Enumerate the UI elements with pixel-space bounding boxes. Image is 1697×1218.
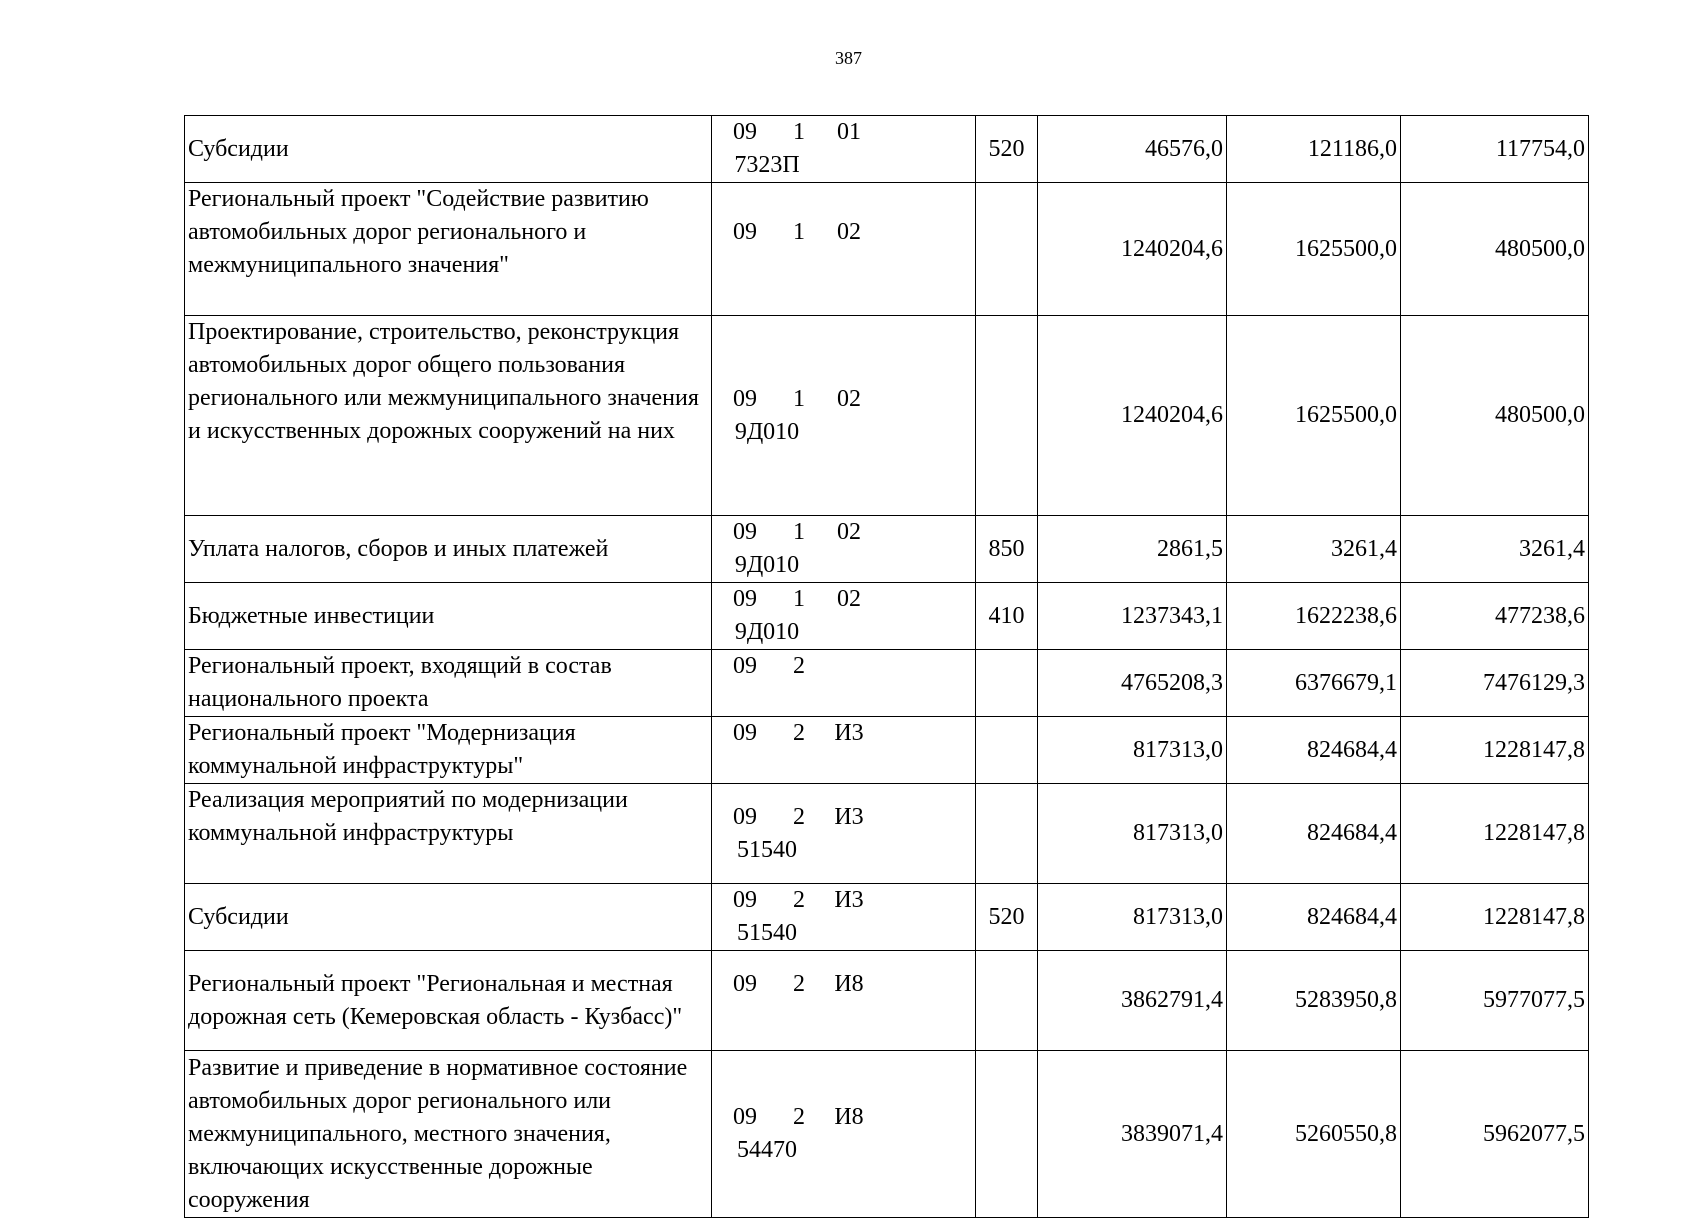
value-year-3: 477238,6 bbox=[1401, 583, 1589, 650]
code-subprogram: 02 bbox=[837, 385, 861, 412]
table-row bbox=[185, 583, 1589, 650]
code-direction: 51540 bbox=[737, 836, 797, 863]
value-year-3: 480500,0 bbox=[1401, 316, 1589, 516]
value-year-3: 117754,0 bbox=[1401, 116, 1589, 183]
value-year-1: 1240204,6 bbox=[1038, 183, 1227, 316]
code-section: 09 bbox=[733, 586, 757, 612]
value-year-2: 1625500,0 bbox=[1227, 183, 1401, 316]
code-subprogram: И8 bbox=[834, 1104, 864, 1130]
expense-type bbox=[976, 951, 1038, 1051]
code-program: 1 bbox=[793, 586, 805, 612]
row-name: Развитие и приведение в нормативное состояние автомобильных дорог регионального или межмуниципального, местного значения, включающих искусственные дорожные сооружения bbox=[185, 1051, 712, 1218]
code-program: 2 bbox=[793, 1104, 805, 1130]
row-name: Региональный проект "Содействие развитию автомобильных дорог регионального и межмуниципального значения" bbox=[185, 183, 712, 316]
code-subprogram: И8 bbox=[834, 970, 864, 997]
code-program: 2 bbox=[793, 803, 805, 830]
code-program: 2 bbox=[793, 720, 805, 746]
code-section: 09 bbox=[733, 385, 757, 412]
expense-type: 410 bbox=[976, 583, 1038, 650]
expense-type bbox=[976, 1051, 1038, 1218]
value-year-3: 1228147,8 bbox=[1401, 784, 1589, 884]
budget-table-body bbox=[185, 116, 1589, 1218]
value-year-3: 1228147,8 bbox=[1401, 884, 1589, 951]
table-row bbox=[185, 516, 1589, 583]
table-row bbox=[185, 116, 1589, 183]
code-subprogram: 02 bbox=[837, 586, 861, 612]
value-year-2: 824684,4 bbox=[1227, 884, 1401, 951]
code-section: 09 bbox=[733, 803, 757, 830]
table-row bbox=[185, 951, 1589, 1051]
value-year-3: 1228147,8 bbox=[1401, 717, 1589, 784]
code-program: 1 bbox=[793, 119, 805, 145]
code-subprogram: И3 bbox=[834, 720, 864, 746]
table-row bbox=[185, 1051, 1589, 1218]
code-section: 09 bbox=[733, 519, 757, 545]
row-codes bbox=[712, 1051, 976, 1218]
row-name: Проектирование, строительство, реконструкция автомобильных дорог общего пользования регионального или межмуниципального значения и искусственных дорожных сооружений на них bbox=[185, 316, 712, 516]
table-row bbox=[185, 884, 1589, 951]
value-year-1: 2861,5 bbox=[1038, 516, 1227, 583]
code-direction: 54470 bbox=[737, 1137, 797, 1163]
value-year-1: 3839071,4 bbox=[1038, 1051, 1227, 1218]
expense-type: 520 bbox=[976, 116, 1038, 183]
row-codes bbox=[712, 784, 976, 884]
value-year-1: 817313,0 bbox=[1038, 784, 1227, 884]
code-program: 2 bbox=[793, 970, 805, 997]
code-direction: 9Д010 bbox=[734, 418, 800, 445]
row-name: Субсидии bbox=[185, 884, 712, 951]
code-program: 2 bbox=[793, 887, 805, 913]
row-name: Бюджетные инвестиции bbox=[185, 583, 712, 650]
budget-table bbox=[184, 115, 1589, 1218]
row-name: Уплата налогов, сборов и иных платежей bbox=[185, 516, 712, 583]
expense-type bbox=[976, 316, 1038, 516]
value-year-3: 5977077,5 bbox=[1401, 951, 1589, 1051]
table-row bbox=[185, 784, 1589, 884]
value-year-1: 1237343,1 bbox=[1038, 583, 1227, 650]
row-codes bbox=[712, 650, 976, 717]
code-program: 2 bbox=[793, 653, 805, 679]
expense-type: 850 bbox=[976, 516, 1038, 583]
value-year-3: 5962077,5 bbox=[1401, 1051, 1589, 1218]
expense-type bbox=[976, 650, 1038, 717]
code-section: 09 bbox=[733, 970, 757, 997]
table-row bbox=[185, 717, 1589, 784]
value-year-2: 121186,0 bbox=[1227, 116, 1401, 183]
page-number: 387 bbox=[835, 48, 862, 68]
code-subprogram: И3 bbox=[834, 803, 864, 830]
code-subprogram: И3 bbox=[834, 887, 864, 913]
row-name: Реализация мероприятий по модернизации коммунальной инфраструктуры bbox=[185, 784, 712, 884]
row-codes bbox=[712, 884, 976, 951]
value-year-1: 817313,0 bbox=[1038, 717, 1227, 784]
row-name: Региональный проект "Региональная и местная дорожная сеть (Кемеровская область - Кузбасс)" bbox=[185, 951, 712, 1051]
table-row bbox=[185, 183, 1589, 316]
expense-type bbox=[976, 717, 1038, 784]
code-section: 09 bbox=[733, 119, 757, 145]
code-direction: 9Д010 bbox=[734, 552, 800, 578]
value-year-2: 824684,4 bbox=[1227, 717, 1401, 784]
value-year-3: 480500,0 bbox=[1401, 183, 1589, 316]
value-year-1: 46576,0 bbox=[1038, 116, 1227, 183]
row-codes bbox=[712, 583, 976, 650]
code-program: 1 bbox=[793, 519, 805, 545]
row-name: Региональный проект "Модернизация коммунальной инфраструктуры" bbox=[185, 717, 712, 784]
code-section: 09 bbox=[733, 1104, 757, 1130]
code-program: 1 bbox=[793, 385, 805, 412]
value-year-1: 4765208,3 bbox=[1038, 650, 1227, 717]
expense-type bbox=[976, 183, 1038, 316]
value-year-2: 5283950,8 bbox=[1227, 951, 1401, 1051]
value-year-3: 3261,4 bbox=[1401, 516, 1589, 583]
code-direction: 7323П bbox=[734, 152, 800, 178]
code-section: 09 bbox=[733, 720, 757, 746]
value-year-1: 1240204,6 bbox=[1038, 316, 1227, 516]
code-subprogram: 02 bbox=[837, 219, 861, 245]
code-subprogram: 02 bbox=[837, 519, 861, 545]
value-year-2: 1625500,0 bbox=[1227, 316, 1401, 516]
row-codes bbox=[712, 116, 976, 183]
row-codes bbox=[712, 951, 976, 1051]
row-codes bbox=[712, 316, 976, 516]
row-name: Субсидии bbox=[185, 116, 712, 183]
row-codes bbox=[712, 516, 976, 583]
value-year-2: 824684,4 bbox=[1227, 784, 1401, 884]
value-year-1: 3862791,4 bbox=[1038, 951, 1227, 1051]
expense-type: 520 bbox=[976, 884, 1038, 951]
row-codes bbox=[712, 717, 976, 784]
code-section: 09 bbox=[733, 653, 757, 679]
value-year-3: 7476129,3 bbox=[1401, 650, 1589, 717]
code-program: 1 bbox=[793, 219, 805, 245]
value-year-2: 1622238,6 bbox=[1227, 583, 1401, 650]
value-year-2: 3261,4 bbox=[1227, 516, 1401, 583]
code-subprogram: 01 bbox=[837, 119, 861, 145]
value-year-1: 817313,0 bbox=[1038, 884, 1227, 951]
expense-type bbox=[976, 784, 1038, 884]
code-section: 09 bbox=[733, 219, 757, 245]
row-codes bbox=[712, 183, 976, 316]
table-row bbox=[185, 650, 1589, 717]
row-name: Региональный проект, входящий в состав национального проекта bbox=[185, 650, 712, 717]
table-row bbox=[185, 316, 1589, 516]
code-direction: 51540 bbox=[737, 920, 797, 946]
value-year-2: 5260550,8 bbox=[1227, 1051, 1401, 1218]
code-direction: 9Д010 bbox=[734, 619, 800, 645]
code-section: 09 bbox=[733, 887, 757, 913]
value-year-2: 6376679,1 bbox=[1227, 650, 1401, 717]
